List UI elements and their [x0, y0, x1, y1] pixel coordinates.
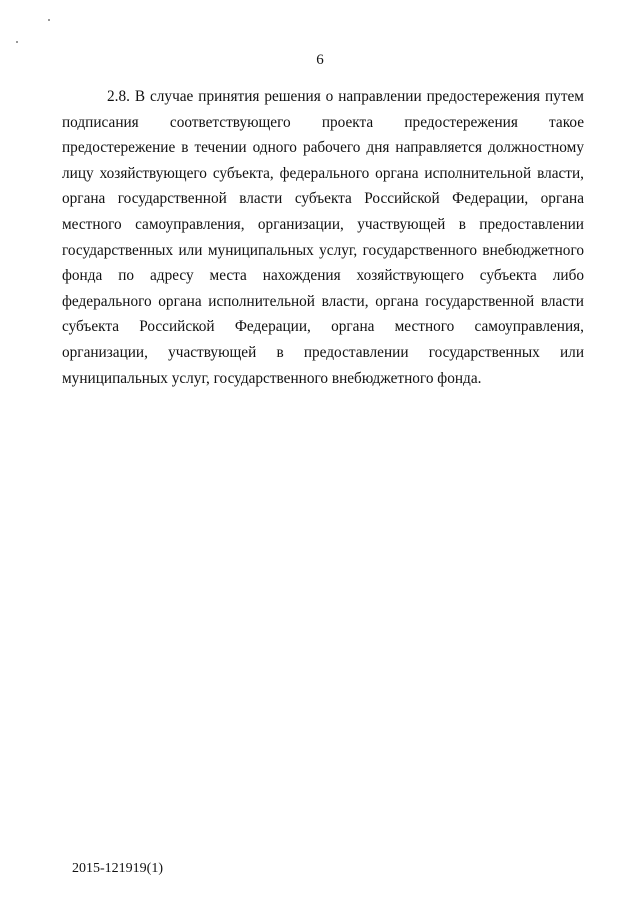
scan-speck: [16, 41, 18, 43]
paragraph-line: фонда по адресу места нахождения хозяйствующего субъекта либо: [62, 267, 584, 285]
scan-speck: [48, 19, 50, 21]
document-code: 2015-121919(1): [72, 861, 163, 876]
paragraph-line: лицу хозяйствующего субъекта, федерального органа исполнительной власти,: [62, 164, 584, 182]
paragraph-line: органа государственной власти субъекта Российской Федерации, органа: [62, 190, 584, 208]
paragraph-2-8: [62, 84, 584, 391]
paragraph-line: предостережение в течении одного рабочего дня направляется должностному: [62, 139, 584, 157]
paragraph-line: субъекта Российской Федерации, органа местного самоуправления,: [62, 318, 584, 336]
paragraph-line: муниципальных услуг, государственного внебюджетного фонда.: [62, 369, 482, 387]
paragraph-line: 2.8. В случае принятия решения о направлении предостережения путем: [107, 88, 584, 105]
page-number: 6: [316, 52, 324, 68]
paragraph-line: подписания соответствующего проекта предостережения такое: [62, 113, 584, 131]
paragraph-line: организации, участвующей в предоставлении государственных или: [62, 343, 584, 361]
paragraph-line: местного самоуправления, организации, участвующей в предоставлении: [62, 215, 584, 233]
paragraph-line: федерального органа исполнительной власти, органа государственной власти: [62, 292, 584, 310]
paragraph-line: государственных или муниципальных услуг, государственного внебюджетного: [62, 241, 584, 259]
